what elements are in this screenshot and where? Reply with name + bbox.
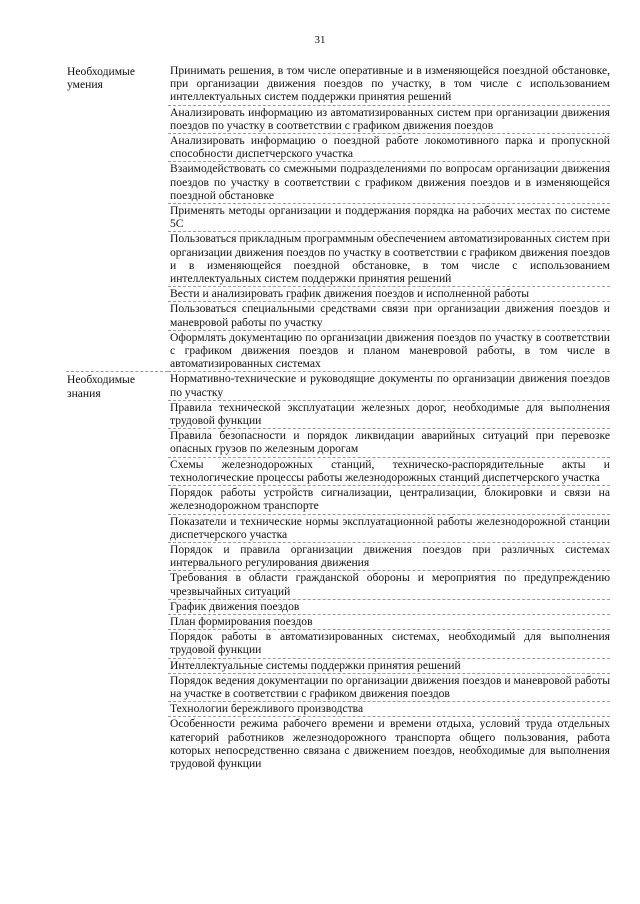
- skill-item: Взаимодействовать со смежными подразделениями по вопросам организации движения поездов по участку в соответствии с графиком движения поездов и в изменяющейся поездной обстановке: [168, 162, 610, 204]
- knowledge-items-cell: [168, 372, 610, 771]
- skill-item: Вести и анализировать график движения поездов и исполненной работы: [168, 287, 610, 302]
- skill-item: Оформлять документацию по организации движения поездов по участку в соответствии с графиком движения поездов и планом маневровой работы, в том числе в автоматизированных системах: [170, 330, 610, 371]
- page-number: 31: [314, 34, 326, 46]
- knowledge-label: Необходимые знания: [67, 373, 135, 400]
- knowledge-item: Особенности режима рабочего времени и времени отдыха, условий труда отдельных категорий работников железнодорожного транспорта общего пользования, работа которых непосредственно связана с движением поездов, необходимые для выполнения трудовой функции: [170, 717, 610, 770]
- knowledge-item: Интеллектуальные системы поддержки принятия решений: [168, 659, 610, 674]
- knowledge-item: Нормативно-технические и руководящие документы по организации движения поездов по участку: [168, 372, 610, 400]
- knowledge-item: Требования в области гражданской обороны и мероприятия по предупреждению чрезвычайных ситуаций: [168, 571, 610, 599]
- skill-item: Применять методы организации и поддержания порядка на рабочих местах по системе 5С: [168, 204, 610, 232]
- skill-item: Анализировать информацию из автоматизированных систем при организации движения поездов по участку в соответствии с графиком движения поездов: [168, 106, 610, 134]
- knowledge-label-cell: [66, 372, 168, 771]
- knowledge-item: План формирования поездов: [168, 615, 610, 630]
- knowledge-item: Порядок работы в автоматизированных системах, необходимый для выполнения трудовой функции: [168, 630, 610, 658]
- skills-label: Необходимые умения: [67, 65, 135, 92]
- requirements-table: [66, 64, 610, 771]
- knowledge-item: Показатели и технические нормы эксплуатационной работы железнодорожной станции диспетчерского участка: [168, 515, 610, 543]
- skill-item: Пользоваться специальными средствами связи при организации движения поездов и маневровой работы по участку: [168, 302, 610, 330]
- knowledge-item: Технологии бережливого производства: [168, 702, 610, 717]
- knowledge-item: Порядок ведения документации по организации движения поездов и маневровой работы на участке в соответствии с графиком движения поездов: [168, 674, 610, 702]
- skill-item: Принимать решения, в том числе оперативные и в изменяющейся поездной обстановке, при организации движения поездов по участку, в том числе с использованием интеллектуальных систем поддержки принятия решений: [168, 64, 610, 106]
- skills-section: [66, 64, 610, 372]
- knowledge-section: [66, 372, 610, 771]
- knowledge-item: Порядок работы устройств сигнализации, централизации, блокировки и связи на железнодорожном транспорте: [168, 486, 610, 514]
- skills-label-cell: [66, 64, 168, 372]
- knowledge-item: Правила безопасности и порядок ликвидации аварийных ситуаций при перевозке опасных грузов по железным дорогам: [168, 429, 610, 457]
- skill-item: Анализировать информацию о поездной работе локомотивного парка и пропускной способности диспетчерского участка: [168, 134, 610, 162]
- skills-items-cell: [168, 64, 610, 372]
- knowledge-item: Порядок и правила организации движения поездов при различных системах интервального регулирования движения: [168, 543, 610, 571]
- skill-item: Пользоваться прикладным программным обеспечением автоматизированных систем при организации движения поездов по участку в соответствии с графиком движения поездов и в изменяющейся поездной обстановке, в том числе с использованием интеллектуальных систем поддержки принятия решений: [168, 232, 610, 287]
- knowledge-item: Правила технической эксплуатации железных дорог, необходимые для выполнения трудовой функции: [168, 401, 610, 429]
- knowledge-item: Схемы железнодорожных станций, техническо-распорядительные акты и технологические процессы работы железнодорожных станций диспетчерского участка: [168, 458, 610, 486]
- knowledge-item: График движения поездов: [168, 600, 610, 615]
